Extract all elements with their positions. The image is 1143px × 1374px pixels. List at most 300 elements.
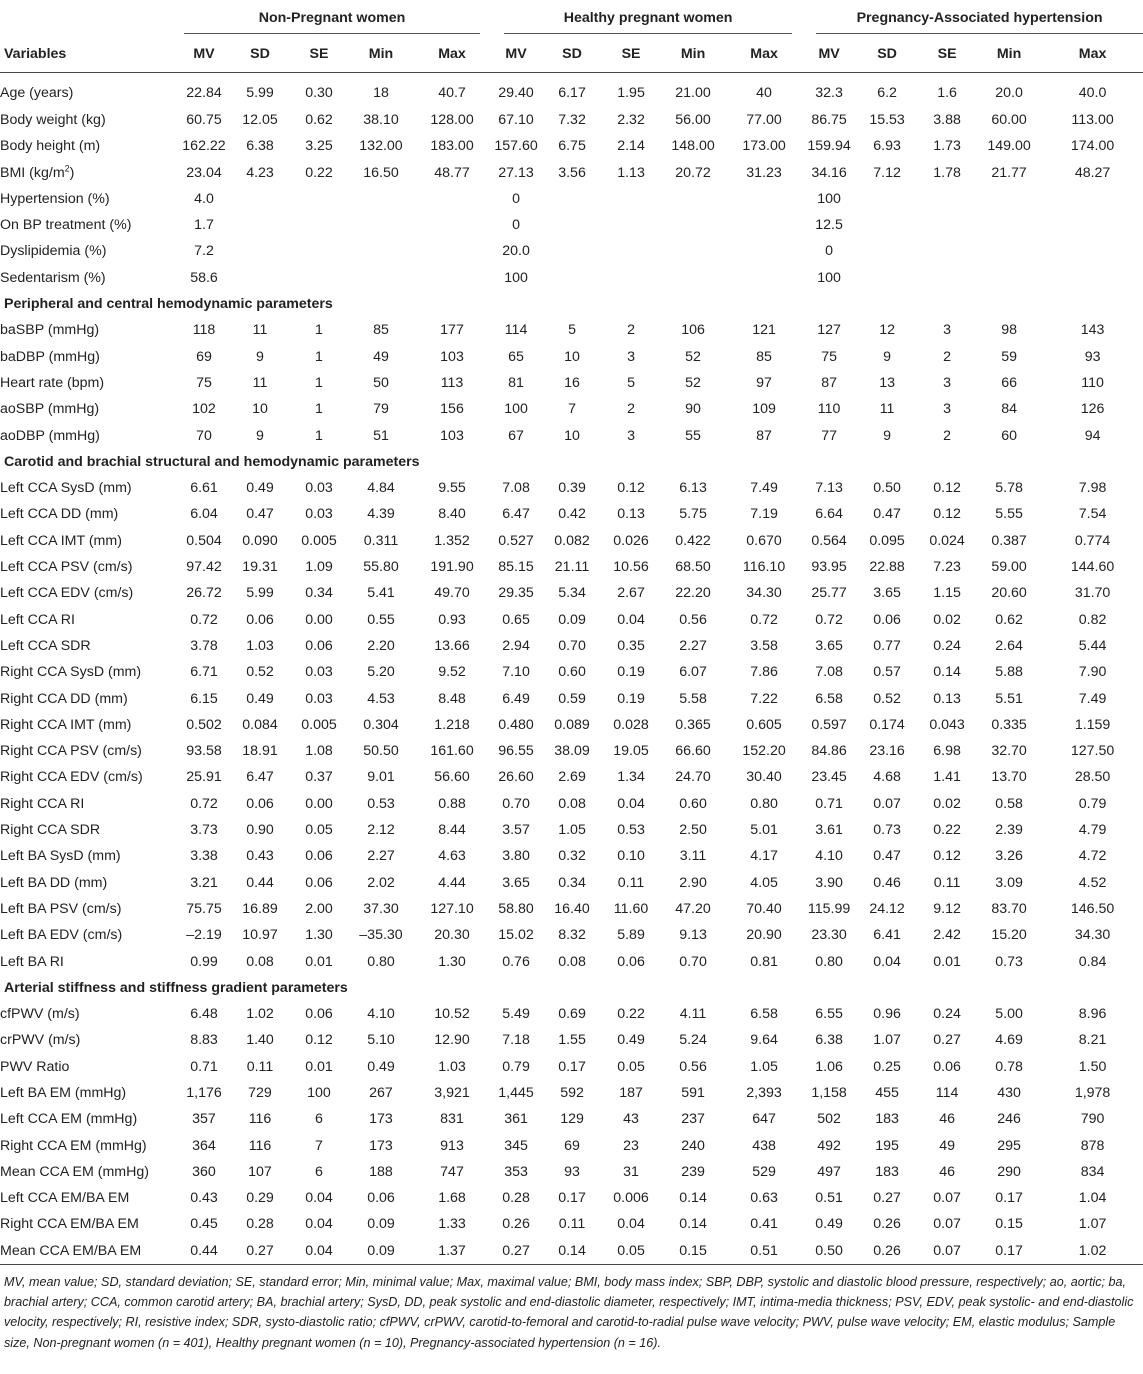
- table-cell: 0.04: [305, 1190, 333, 1207]
- table-cell: 6.15: [190, 690, 218, 707]
- table-cell: 0.90: [246, 822, 274, 839]
- row-label: Mean CCA EM (mmHg): [0, 1163, 149, 1180]
- table-cell: 0.006: [613, 1190, 649, 1207]
- table-cell: 0.44: [190, 1242, 218, 1259]
- table-cell: 5.20: [367, 664, 395, 681]
- table-cell: 0.71: [815, 795, 843, 812]
- table-cell: 5: [568, 322, 576, 339]
- table-cell: [856, 186, 918, 212]
- table-cell: 191.90: [430, 559, 474, 576]
- table-cell: 43: [623, 1111, 639, 1128]
- table-cell: 0.80: [367, 953, 395, 970]
- table-cell: 15.02: [498, 927, 534, 944]
- table-cell: 1,176: [186, 1084, 222, 1101]
- row-label: Left BA EDV (cm/s): [0, 927, 123, 944]
- table-cell: 0.05: [617, 1242, 645, 1259]
- table-body: [0, 73, 1143, 1265]
- table-cell: 20.0: [502, 243, 530, 260]
- table-row: [0, 501, 1143, 527]
- table-cell: [290, 238, 348, 264]
- table-cell: 1.02: [1078, 1242, 1107, 1259]
- table-cell: 100: [307, 1084, 331, 1101]
- table-cell: 7.12: [873, 164, 901, 181]
- table-cell: 11.60: [613, 900, 649, 917]
- table-cell: 26.60: [498, 769, 534, 786]
- table-cell: 7.22: [750, 690, 778, 707]
- column-header-mv: MV: [193, 46, 215, 62]
- table-cell: 37.30: [363, 900, 399, 917]
- table-cell: [918, 186, 976, 212]
- table-cell: 15.20: [991, 927, 1027, 944]
- table-cell: 8.83: [190, 1032, 218, 1049]
- table-cell: 0.024: [929, 532, 965, 549]
- table-cell: 7.10: [502, 664, 530, 681]
- table-cell: 0.58: [995, 795, 1023, 812]
- table-cell: 0.73: [995, 953, 1023, 970]
- table-cell: 23: [623, 1137, 639, 1154]
- table-cell: 1.55: [558, 1032, 586, 1049]
- table-cell: [290, 186, 348, 212]
- table-cell: 3.58: [750, 637, 778, 654]
- table-row: [0, 238, 1143, 264]
- table-cell: 55: [685, 427, 701, 444]
- table-cell: 0.13: [617, 506, 645, 523]
- table-cell: 5.55: [995, 506, 1023, 523]
- table-cell: 0.70: [502, 795, 530, 812]
- table-cell: 1.13: [617, 164, 645, 181]
- table-cell: 5.88: [995, 664, 1023, 681]
- table-cell: 148.00: [671, 138, 715, 155]
- table-cell: 47.20: [675, 900, 711, 917]
- table-cell: 0.028: [613, 716, 649, 733]
- table-cell: 5.34: [558, 585, 586, 602]
- row-label: Left CCA SDR: [0, 637, 91, 654]
- table-cell: 0.04: [617, 611, 645, 628]
- column-header-sd: SD: [562, 46, 582, 62]
- table-cell: 2.27: [679, 637, 707, 654]
- table-cell: 152.20: [742, 743, 786, 760]
- table-cell: 0.79: [1078, 795, 1107, 812]
- table-cell: [726, 265, 802, 291]
- table-cell: 1.34: [617, 769, 645, 786]
- table-cell: 1.68: [438, 1190, 466, 1207]
- section-title: Arterial stiffness and stiffness gradient parameters: [4, 979, 348, 996]
- table-cell: 4.79: [1078, 822, 1107, 839]
- table-row: [0, 1133, 1143, 1159]
- table-cell: 0.73: [873, 822, 901, 839]
- table-cell: 173.00: [742, 138, 786, 155]
- group-header-row: [0, 0, 1143, 37]
- table-cell: 4.63: [438, 848, 466, 865]
- table-footnote: MV, mean value; SD, standard deviation; SE, standard error; Min, minimal value; Max, maximal value; BMI, body mass index; SBP, DBP, systolic and diastolic blood pressure, respectively; ao, aortic; ba, brachial artery; CCA, common carotid artery; BA, brachial artery; SysD, DD, peak systolic and end-diastolic diameter, respectively; IMT, intima-media thickness; PSV, EDV, peak systolic- and end-diastolic velocity, respectively; RI, resistive index; SDR, systo-diastolic ratio; cfPWV, crPWV, carotid-to-femoral and carotid-to-radial pulse wave velocity; PWV, pulse wave velocity; EM, elastic modulus; Sample size, Non-pregnant women (n = 401), Healthy pregnant women (n = 10), Pregnancy-associated hypertension (n = 16).: [4, 1275, 1134, 1350]
- table-cell: 0.11: [933, 874, 961, 891]
- table-cell: 2.42: [933, 927, 961, 944]
- table-cell: 0.13: [933, 690, 961, 707]
- table-cell: 0.08: [558, 953, 586, 970]
- table-cell: 1.7: [194, 217, 214, 234]
- section-header-row: [0, 449, 1143, 475]
- table-cell: 1: [315, 427, 323, 444]
- table-cell: 9.12: [933, 900, 961, 917]
- table-cell: 93: [564, 1163, 580, 1180]
- table-cell: 1.09: [305, 559, 333, 576]
- table-cell: 267: [369, 1084, 393, 1101]
- table-cell: 0.174: [869, 716, 905, 733]
- table-cell: 69: [564, 1137, 580, 1154]
- table-cell: 5.24: [679, 1032, 707, 1049]
- table-cell: 1.07: [1078, 1216, 1107, 1233]
- table-row: [0, 475, 1143, 501]
- table-cell: 5.01: [750, 822, 778, 839]
- table-cell: 0.14: [679, 1190, 707, 1207]
- table-row: [0, 659, 1143, 685]
- table-cell: 6.17: [558, 84, 586, 101]
- table-cell: 7.13: [815, 480, 843, 497]
- table-cell: 69: [196, 348, 212, 365]
- table-cell: 0.05: [617, 1058, 645, 1075]
- table-cell: 6: [315, 1163, 323, 1180]
- table-cell: [660, 238, 726, 264]
- table-cell: 59: [1001, 348, 1017, 365]
- table-cell: 50: [373, 374, 389, 391]
- table-cell: 9: [883, 427, 892, 444]
- table-cell: 790: [1080, 1111, 1105, 1128]
- table-cell: 58.6: [190, 269, 218, 286]
- table-cell: 0.56: [679, 611, 707, 628]
- table-row: [0, 1027, 1143, 1053]
- table-cell: [1042, 186, 1143, 212]
- table-cell: 15.53: [869, 112, 905, 128]
- table-cell: 0.27: [502, 1242, 530, 1259]
- table-cell: 0.43: [246, 848, 274, 865]
- table-cell: 10: [252, 401, 268, 418]
- column-header-se: SE: [309, 46, 329, 62]
- table-cell: 5.99: [246, 585, 274, 602]
- table-cell: 2.64: [995, 637, 1023, 654]
- table-cell: 2,393: [746, 1084, 782, 1101]
- table-cell: 345: [504, 1137, 528, 1154]
- table-cell: 55.80: [363, 559, 399, 576]
- table-cell: 1.78: [933, 164, 961, 181]
- table-cell: [414, 186, 490, 212]
- table-cell: 4.17: [750, 848, 778, 865]
- table-cell: 0.08: [558, 795, 586, 812]
- table-cell: 430: [997, 1084, 1021, 1101]
- table-cell: 127.10: [430, 900, 474, 917]
- row-label: Left CCA EDV (cm/s): [0, 585, 134, 602]
- group-header-healthy-pregnant: Healthy pregnant women: [504, 3, 792, 34]
- table-cell: 0.88: [438, 795, 466, 812]
- table-cell: 0.34: [558, 874, 586, 891]
- row-label: Left BA DD (mm): [0, 874, 108, 891]
- table-cell: 0.22: [933, 822, 961, 839]
- table-cell: [290, 212, 348, 238]
- table-cell: 0.10: [617, 848, 645, 865]
- table-cell: 0.11: [617, 874, 645, 891]
- table-cell: 90: [685, 401, 701, 418]
- table-cell: 0.49: [815, 1216, 843, 1233]
- table-cell: 16.89: [242, 900, 278, 917]
- table-cell: [726, 212, 802, 238]
- table-cell: 0.082: [554, 532, 590, 549]
- table-cell: 127: [817, 322, 841, 339]
- table-cell: 0.09: [558, 611, 586, 628]
- table-cell: 0.53: [367, 795, 395, 812]
- table-cell: 0.06: [933, 1058, 961, 1075]
- table-cell: 1.41: [933, 769, 961, 786]
- table-row: [0, 607, 1143, 633]
- row-label: Left CCA EM/BA EM: [0, 1190, 130, 1207]
- column-header-min: Min: [996, 46, 1022, 62]
- table-cell: 3.78: [190, 637, 218, 654]
- table-cell: 48.77: [434, 164, 470, 181]
- table-cell: 10.52: [434, 1006, 470, 1023]
- table-cell: 6.41: [873, 927, 901, 944]
- table-cell: 103: [440, 348, 464, 365]
- table-cell: 4.68: [873, 769, 901, 786]
- column-header-min: Min: [368, 46, 394, 62]
- table-cell: 10.97: [242, 927, 278, 944]
- table-cell: 591: [681, 1084, 705, 1101]
- table-cell: 0.19: [617, 664, 645, 681]
- row-label: Left CCA SysD (mm): [0, 480, 132, 497]
- table-cell: 647: [752, 1111, 776, 1128]
- table-cell: 0.51: [750, 1242, 778, 1259]
- table-cell: 1.03: [438, 1058, 466, 1075]
- table-cell: 5.89: [617, 927, 645, 944]
- row-label: baSBP (mmHg): [0, 322, 100, 339]
- row-label: crPWV (m/s): [0, 1032, 81, 1049]
- column-header-mv: MV: [505, 46, 527, 62]
- table-cell: 0.00: [305, 795, 333, 812]
- table-cell: 7.18: [502, 1032, 530, 1049]
- table-cell: 100: [504, 269, 528, 286]
- table-cell: 0.26: [873, 1216, 901, 1233]
- table-cell: 70.40: [746, 900, 782, 917]
- row-label: Left BA RI: [0, 953, 64, 970]
- table-cell: 84.86: [811, 743, 847, 760]
- table-row: [0, 1211, 1143, 1237]
- table-cell: 0.72: [750, 611, 778, 628]
- table-cell: 12.90: [434, 1032, 470, 1049]
- table-cell: 492: [817, 1137, 841, 1154]
- table-cell: [542, 212, 602, 238]
- table-cell: 1.03: [246, 637, 274, 654]
- table-cell: [976, 238, 1042, 264]
- table-cell: 188: [369, 1163, 393, 1180]
- column-header-mv: MV: [818, 46, 840, 62]
- table-cell: 38.09: [554, 743, 590, 760]
- table-cell: 0.06: [305, 637, 333, 654]
- table-row: [0, 212, 1143, 238]
- table-cell: 7.23: [933, 559, 961, 576]
- table-cell: 6.49: [502, 690, 530, 707]
- table-row: [0, 686, 1143, 712]
- table-cell: 502: [817, 1111, 841, 1128]
- row-label-text: BMI (kg/m: [0, 164, 65, 181]
- table-cell: 46: [939, 1111, 955, 1128]
- table-row: [0, 1185, 1143, 1211]
- table-cell: 0.29: [246, 1190, 274, 1207]
- table-cell: 0.04: [873, 953, 901, 970]
- column-header-se: SE: [621, 46, 641, 62]
- table-cell: 161.60: [430, 743, 474, 760]
- table-cell: 4.84: [367, 480, 395, 497]
- table-cell: 0.57: [873, 664, 901, 681]
- table-cell: 0.72: [190, 795, 218, 812]
- table-cell: 98: [1001, 322, 1017, 339]
- section-header-row: [0, 291, 1143, 317]
- table-cell: 0.597: [811, 716, 847, 733]
- table-cell: 6.48: [190, 1006, 218, 1023]
- table-cell: 1.73: [933, 138, 961, 155]
- table-cell: 9.64: [750, 1032, 778, 1049]
- table-cell: 116.10: [742, 559, 786, 576]
- table-cell: 6: [315, 1111, 323, 1128]
- table-cell: 0.50: [873, 480, 901, 497]
- table-cell: 18.91: [242, 743, 278, 760]
- table-cell: 5.99: [246, 84, 274, 101]
- table-cell: 1.6: [937, 84, 957, 101]
- table-cell: 4.23: [246, 164, 274, 181]
- group-header-pregnancy-hypertension: Pregnancy-Associated hypertension: [816, 3, 1143, 34]
- table-cell: 7.54: [1078, 506, 1107, 523]
- table-cell: 0.17: [558, 1058, 586, 1075]
- table-cell: [1042, 265, 1143, 291]
- row-label: Left CCA IMT (mm): [0, 532, 122, 549]
- table-cell: 5.58: [679, 690, 707, 707]
- table-cell: 3.57: [502, 822, 530, 839]
- table-cell: 32.70: [991, 743, 1027, 760]
- table-cell: 49.70: [434, 585, 470, 602]
- table-cell: 83.70: [991, 900, 1027, 917]
- table-cell: 0.527: [498, 532, 534, 549]
- table-cell: 60.00: [991, 112, 1027, 128]
- table-cell: 4.0: [194, 190, 214, 207]
- table-cell: –35.30: [359, 927, 403, 944]
- table-cell: 6.55: [815, 1006, 843, 1023]
- table-row: [0, 1001, 1143, 1027]
- table-cell: 6.75: [558, 138, 586, 155]
- table-cell: 1.04: [1078, 1190, 1107, 1207]
- table-cell: 0.63: [750, 1190, 778, 1207]
- table-cell: 3: [627, 348, 635, 365]
- table-cell: 438: [752, 1137, 776, 1154]
- row-label: Right CCA EM/BA EM: [0, 1216, 139, 1233]
- table-cell: 1: [315, 401, 323, 418]
- table-cell: 0.026: [613, 532, 649, 549]
- row-label: Left BA SysD (mm): [0, 848, 121, 865]
- row-label: PWV Ratio: [0, 1058, 70, 1075]
- table-cell: 2: [943, 427, 952, 444]
- table-cell: 1.05: [750, 1058, 778, 1075]
- table-cell: 2.00: [305, 900, 333, 917]
- table-cell: 23.30: [811, 927, 847, 944]
- table-cell: 2.50: [679, 822, 707, 839]
- table-cell: 87: [756, 427, 772, 444]
- table-cell: 146.50: [1070, 900, 1115, 917]
- table-row: [0, 870, 1143, 896]
- table-cell: 13.66: [434, 637, 470, 654]
- row-label: Right CCA IMT (mm): [0, 716, 132, 733]
- table-cell: 0.62: [305, 112, 333, 128]
- table-cell: 19.05: [613, 743, 649, 760]
- table-cell: 183: [875, 1111, 899, 1128]
- row-label: Heart rate (bpm): [0, 374, 105, 391]
- table-cell: 22.88: [869, 559, 905, 576]
- table-cell: 4.10: [367, 1006, 395, 1023]
- table-cell: 183: [875, 1163, 899, 1180]
- column-header-max: Max: [1078, 46, 1107, 62]
- table-cell: [602, 238, 660, 264]
- table-cell: 38.10: [363, 112, 399, 128]
- table-cell: 26.72: [186, 585, 222, 602]
- table-cell: 6.93: [873, 138, 901, 155]
- table-row: [0, 317, 1143, 343]
- table-cell: 0.08: [246, 953, 274, 970]
- row-label: Body weight (kg): [0, 112, 106, 128]
- table-cell: 12.5: [815, 217, 843, 234]
- table-cell: 0.25: [873, 1058, 901, 1075]
- table-cell: 0.07: [873, 795, 901, 812]
- table-cell: 361: [504, 1111, 528, 1128]
- table-cell: 0.22: [305, 164, 333, 181]
- table-cell: [918, 212, 976, 238]
- table-cell: 0.70: [679, 953, 707, 970]
- table-cell: 0.12: [617, 480, 645, 497]
- table-cell: 1,978: [1074, 1084, 1111, 1101]
- table-cell: 7.19: [750, 506, 778, 523]
- table-cell: 0.05: [305, 822, 333, 839]
- table-cell: 2: [943, 348, 952, 365]
- table-cell: 1,445: [498, 1084, 534, 1101]
- table-cell: [542, 186, 602, 212]
- table-cell: 0.043: [929, 716, 965, 733]
- table-cell: 52: [685, 348, 701, 365]
- table-cell: 2.20: [367, 637, 395, 654]
- table-cell: 8.21: [1078, 1032, 1107, 1049]
- table-cell: 121: [752, 322, 776, 339]
- table-cell: 0.304: [363, 716, 399, 733]
- table-cell: 6.58: [750, 1006, 778, 1023]
- table-cell: 0.60: [558, 664, 586, 681]
- table-cell: 0.01: [933, 953, 961, 970]
- table-cell: [602, 212, 660, 238]
- table-cell: 0.52: [873, 690, 901, 707]
- table-cell: 20.90: [746, 927, 782, 944]
- table-row: [0, 1159, 1143, 1185]
- table-cell: [230, 238, 290, 264]
- table-cell: 0.07: [933, 1216, 961, 1233]
- table-cell: 0.03: [305, 480, 333, 497]
- table-cell: 1.07: [873, 1032, 901, 1049]
- row-label: Left CCA DD (mm): [0, 506, 119, 523]
- table-row: [0, 554, 1143, 580]
- table-cell: 21.00: [675, 84, 711, 101]
- table-cell: 6.98: [933, 743, 961, 760]
- table-cell: 10.56: [613, 559, 649, 576]
- column-header-max: Max: [438, 46, 466, 62]
- table-cell: 1,158: [811, 1084, 847, 1101]
- table-cell: 118: [192, 322, 216, 339]
- table-cell: 529: [752, 1163, 776, 1180]
- row-label: Mean CCA EM/BA EM: [0, 1242, 142, 1259]
- table-cell: 0.76: [502, 953, 530, 970]
- table-cell: 67.10: [498, 112, 534, 128]
- table-cell: 1.08: [305, 743, 333, 760]
- table-cell: [348, 212, 414, 238]
- table-cell: [918, 265, 976, 291]
